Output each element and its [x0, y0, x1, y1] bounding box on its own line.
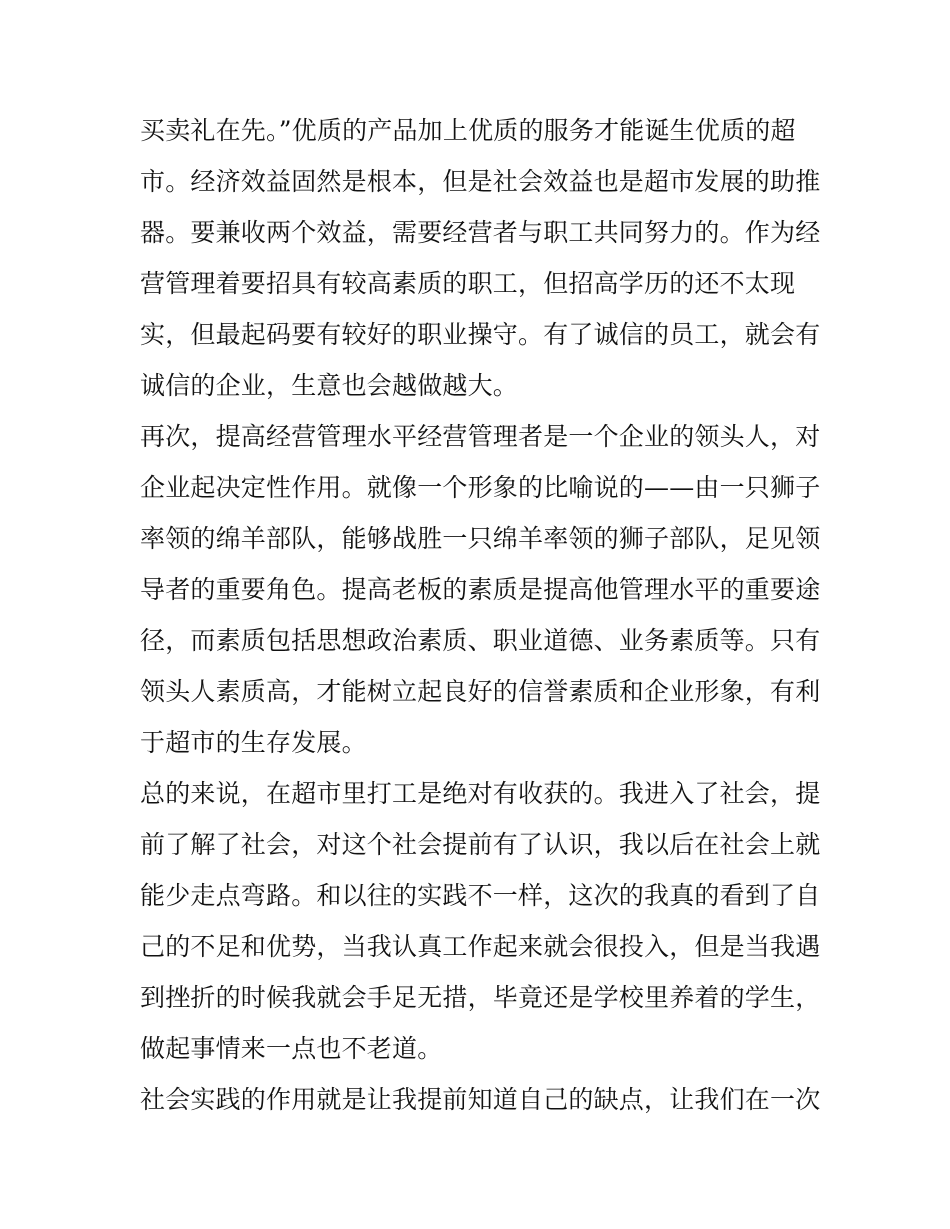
text-line: 企业起决定性作用。就像一个形象的比喻说的——由一只狮子: [140, 473, 821, 502]
document-body: [140, 105, 820, 1125]
text-line: 径，而素质包括思想政治素质、职业道德、业务素质等。只有: [140, 626, 821, 655]
text-line: 率领的绵羊部队，能够战胜一只绵羊率领的狮子部队，足见领: [140, 524, 821, 553]
text-line: 再次，提高经营管理水平经营管理者是一个企业的领头人，对: [140, 422, 821, 451]
text-line: 实，但最起码要有较好的职业操守。有了诚信的员工，就会有: [140, 320, 821, 349]
text-line: 市。经济效益固然是根本，但是社会效益也是超市发展的助推: [140, 167, 821, 196]
text-line: 器。要兼收两个效益，需要经营者与职工共同努力的。作为经: [140, 218, 821, 247]
text-line: 买卖礼在先。”优质的产品加上优质的服务才能诞生优质的超: [140, 116, 796, 145]
text-line: 导者的重要角色。提高老板的素质是提高他管理水平的重要途: [140, 575, 821, 604]
text-line: 诚信的企业，生意也会越做越大。: [140, 371, 519, 400]
text-line: 社会实践的作用就是让我提前知道自己的缺点，让我们在一次: [140, 1085, 821, 1114]
text-line: 总的来说，在超市里打工是绝对有收获的。我进入了社会，提: [140, 779, 821, 808]
text-line: 前了解了社会，对这个社会提前有了认识，我以后在社会上就: [140, 830, 821, 859]
text-line: 于超市的生存发展。: [140, 728, 367, 757]
text-line: 己的不足和优势，当我认真工作起来就会很投入，但是当我遇: [140, 932, 821, 961]
text-line: 营管理着要招具有较高素质的职工，但招高学历的还不太现: [140, 269, 796, 298]
text-line: 领头人素质高，才能树立起良好的信誉素质和企业形象，有利: [140, 677, 821, 706]
text-line: 到挫折的时候我就会手足无措，毕竟还是学校里养着的学生，: [140, 983, 821, 1012]
text-line: 能少走点弯路。和以往的实践不一样，这次的我真的看到了自: [140, 881, 821, 910]
text-line: 做起事情来一点也不老道。: [140, 1034, 443, 1063]
